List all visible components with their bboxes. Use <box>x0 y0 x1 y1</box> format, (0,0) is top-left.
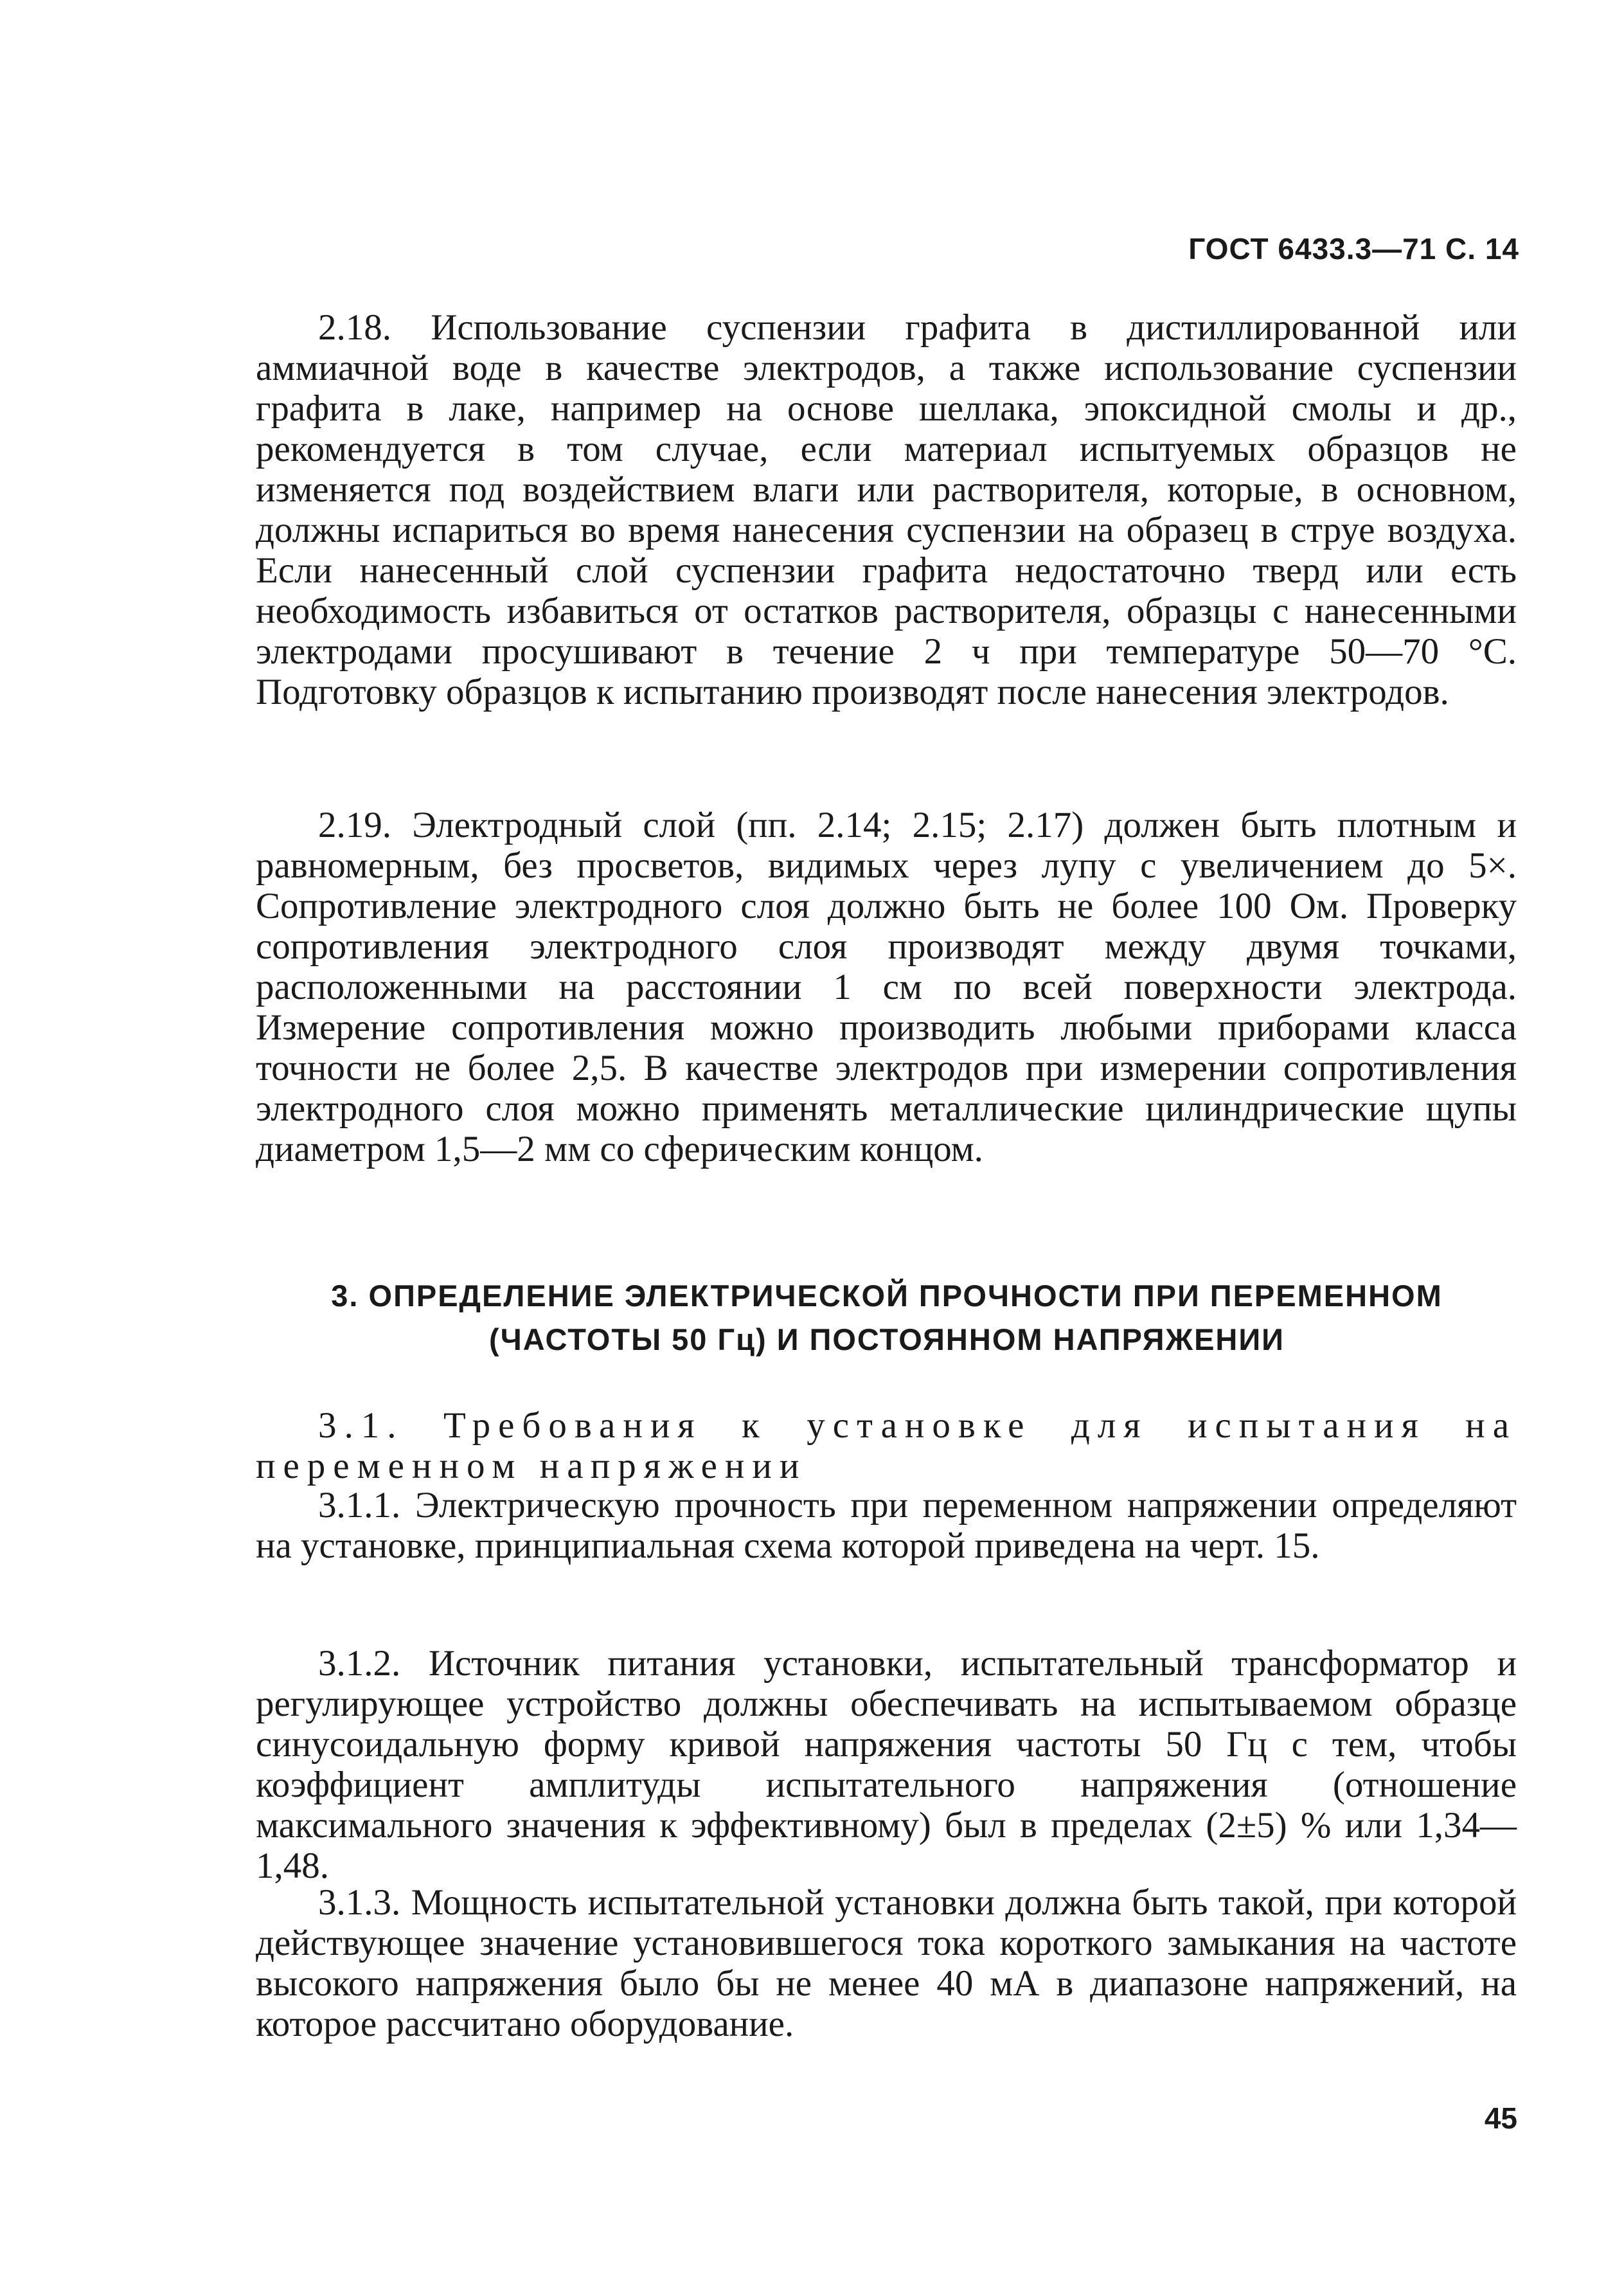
paragraph-3-1-1-block <box>256 1485 1517 1566</box>
paragraph-3-1-2: 3.1.2. Источник питания установки, испытательный трансформатор и регулирующее устройство должны обеспечивать на испытываемом образце синусоидальную форму кривой напряжения частоты 50 Гц с тем, чтобы коэффициент амплитуды испытательного напряжения (отношение максимального значения к эффективному) был в пределах (2±5) % или 1,34—1,48. <box>256 1643 1517 1886</box>
paragraph-3-1-1: 3.1.1. Электрическую прочность при переменном напряжении определяют на установке, принципиальная схема которой приведена на черт. 15. <box>256 1485 1517 1566</box>
paragraph-2-19-block <box>256 805 1517 1169</box>
section-3-heading <box>254 1274 1520 1362</box>
paragraph-2-19: 2.19. Электродный слой (пп. 2.14; 2.15; 2.17) должен быть плотным и равномерным, без просветов, видимых через лупу с увеличением до 5×. Сопротивление электродного слоя должно быть не более 100 Ом. Проверку сопротивления электродного слоя производят между двумя точками, расположенными на расстоянии 1 см по всей поверхности электрода. Измерение сопротивления можно производить любыми приборами класса точности не более 2,5. В качестве электродов при измерении сопротивления электродного слоя можно применять металлические цилиндрические щупы диаметром 1,5—2 мм со сферическим концом. <box>256 805 1517 1169</box>
paragraph-3-1-2-block <box>256 1643 1517 1886</box>
section-3-heading-line-2: (ЧАСТОТЫ 50 Гц) И ПОСТОЯННОМ НАПРЯЖЕНИИ <box>489 1322 1285 1356</box>
page-number: 45 <box>1484 2101 1517 2135</box>
paragraph-3-1-3: 3.1.3. Мощность испытательной установки должна быть такой, при которой действующее значение установившегося тока короткого замыкания на частоте высокого напряжения было бы не менее 40 мА в диапазоне напряжений, на которое рассчитано оборудование. <box>256 1882 1517 2044</box>
paragraph-2-18-block <box>256 307 1517 712</box>
subsection-3-1-title: 3.1. Требования к установке для испытания на переменном напряжении <box>256 1405 1517 1486</box>
paragraph-2-18: 2.18. Использование суспензии графита в дистиллированной или аммиачной воде в качестве электродов, а также использование суспензии графита в лаке, например на основе шеллака, эпоксидной смолы и др., рекомендуется в том случае, если материал испытуемых образцов не изменяется под воздействием влаги или растворителя, которые, в основном, должны испариться во время нанесения суспензии на образец в струе воздуха. Если нанесенный слой суспензии графита недостаточно тверд или есть необходимость избавиться от остатков растворителя, образцы с нанесенными электродами просушивают в течение 2 ч при температуре 50—70 °С. Подготовку образцов к испытанию производят после нанесения электродов. <box>256 307 1517 712</box>
paragraph-3-1-3-block <box>256 1882 1517 2044</box>
document-header: ГОСТ 6433.3—71 С. 14 <box>1188 232 1519 265</box>
section-3-heading-line-1: 3. ОПРЕДЕЛЕНИЕ ЭЛЕКТРИЧЕСКОЙ ПРОЧНОСТИ ПРИ ПЕРЕМЕННОМ <box>331 1279 1443 1313</box>
